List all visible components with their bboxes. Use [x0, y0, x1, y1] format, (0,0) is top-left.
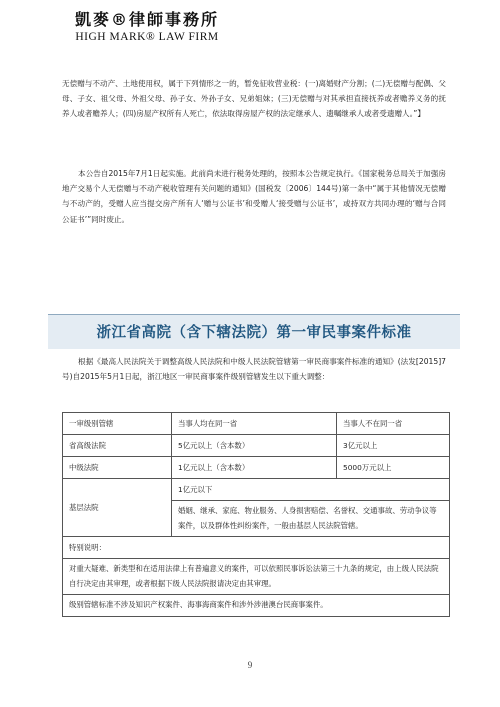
basic-court-description: 婚姻、继承、家庭、物业服务、人身损害赔偿、名誉权、交通事故、劳动争议等案件，以及群体性纠纷案件，一般由基层人民法院管辖。	[172, 501, 450, 537]
table-cell: 1亿元以上（含本数）	[172, 457, 337, 479]
table-cell: 中级法院	[63, 457, 172, 479]
table-row	[63, 435, 450, 457]
logo-english-name: HIGH MARK® LAW FIRM	[75, 31, 219, 43]
special-note-label: 特别说明：	[63, 537, 450, 559]
special-note-text: 对重大疑难、新类型和在适用法律上有普遍意义的案件，可以依照民事诉讼法第三十九条的规定，由上级人民法院自行决定由其审理，或者根据下级人民法院报请决定由其审理。	[63, 559, 450, 595]
table-row	[63, 457, 450, 479]
table-cell: 省高级法院	[63, 435, 172, 457]
firm-logo	[72, 10, 222, 44]
table-row-basic-court	[63, 479, 450, 501]
basic-court-label: 基层法院	[63, 479, 172, 537]
footer-note: 级别管辖标准不涉及知识产权案件、海事海商案件和涉外涉港澳台民商事案件。	[63, 595, 450, 617]
table-row-special-text	[63, 559, 450, 595]
table-cell: 5亿元以上（含本数）	[172, 435, 337, 457]
paragraph-tax-exemption: 无偿赠与不动产、土地使用权，属于下列情形之一的，暂免征收营业税：(一)离婚财产分割；(二)无偿赠与配偶、父母、子女、祖父母、外祖父母、孙子女、外孙子女、兄弟姐妹；(三)无偿赠与对其承担直接抚养或者赡养义务的抚养人或者赡养人；(四)房屋产权所有人死亡，依法取得房屋产权的法定继承人、遗嘱继承人或者受遗赠人。”】	[62, 79, 446, 119]
table-row-footer-note	[63, 595, 450, 617]
table-header-cell: 当事人不在同一省	[337, 413, 450, 435]
table-header-cell: 一审级别管辖	[63, 413, 172, 435]
basic-court-amount: 1亿元以下	[172, 479, 450, 501]
jurisdiction-table	[62, 412, 450, 617]
page-number: 9	[247, 660, 253, 670]
table-cell: 5000万元以上	[337, 457, 450, 479]
section-title-band	[48, 314, 460, 349]
table-header-cell: 当事人均在同一省	[172, 413, 337, 435]
table-row-special-label	[63, 537, 450, 559]
table-cell: 3亿元以上	[337, 435, 450, 457]
paragraph-court-notice: 根据《最高人民法院关于调整高级人民法院和中级人民法院管辖第一审民商事案件标准的通知》(法发[2015]7号)自2015年5月1日起，浙江地区一审民商事案件级别管辖发生以下重大调整：	[62, 357, 446, 382]
paragraph-effective-date: 本公告自2015年7月1日起实施。此前尚未进行税务处理的，按照本公告规定执行。《国家税务总局关于加强房地产交易个人无偿赠与不动产税收管理有关问题的通知》(国税发〔2006〕144号)第一条中“属于其他情况无偿赠与不动产的，受赠人应当提交房产所有人‘赠与公证书’和受赠人‘接受赠与公证书’，或持双方共同办理的‘赠与合同公证书’”同时废止。	[62, 169, 446, 224]
logo-chinese-name: 凱麥®律師事務所	[74, 10, 219, 29]
section-title: 浙江省高院（含下辖法院）第一审民事案件标准	[96, 325, 412, 341]
table-header-row	[63, 413, 450, 435]
